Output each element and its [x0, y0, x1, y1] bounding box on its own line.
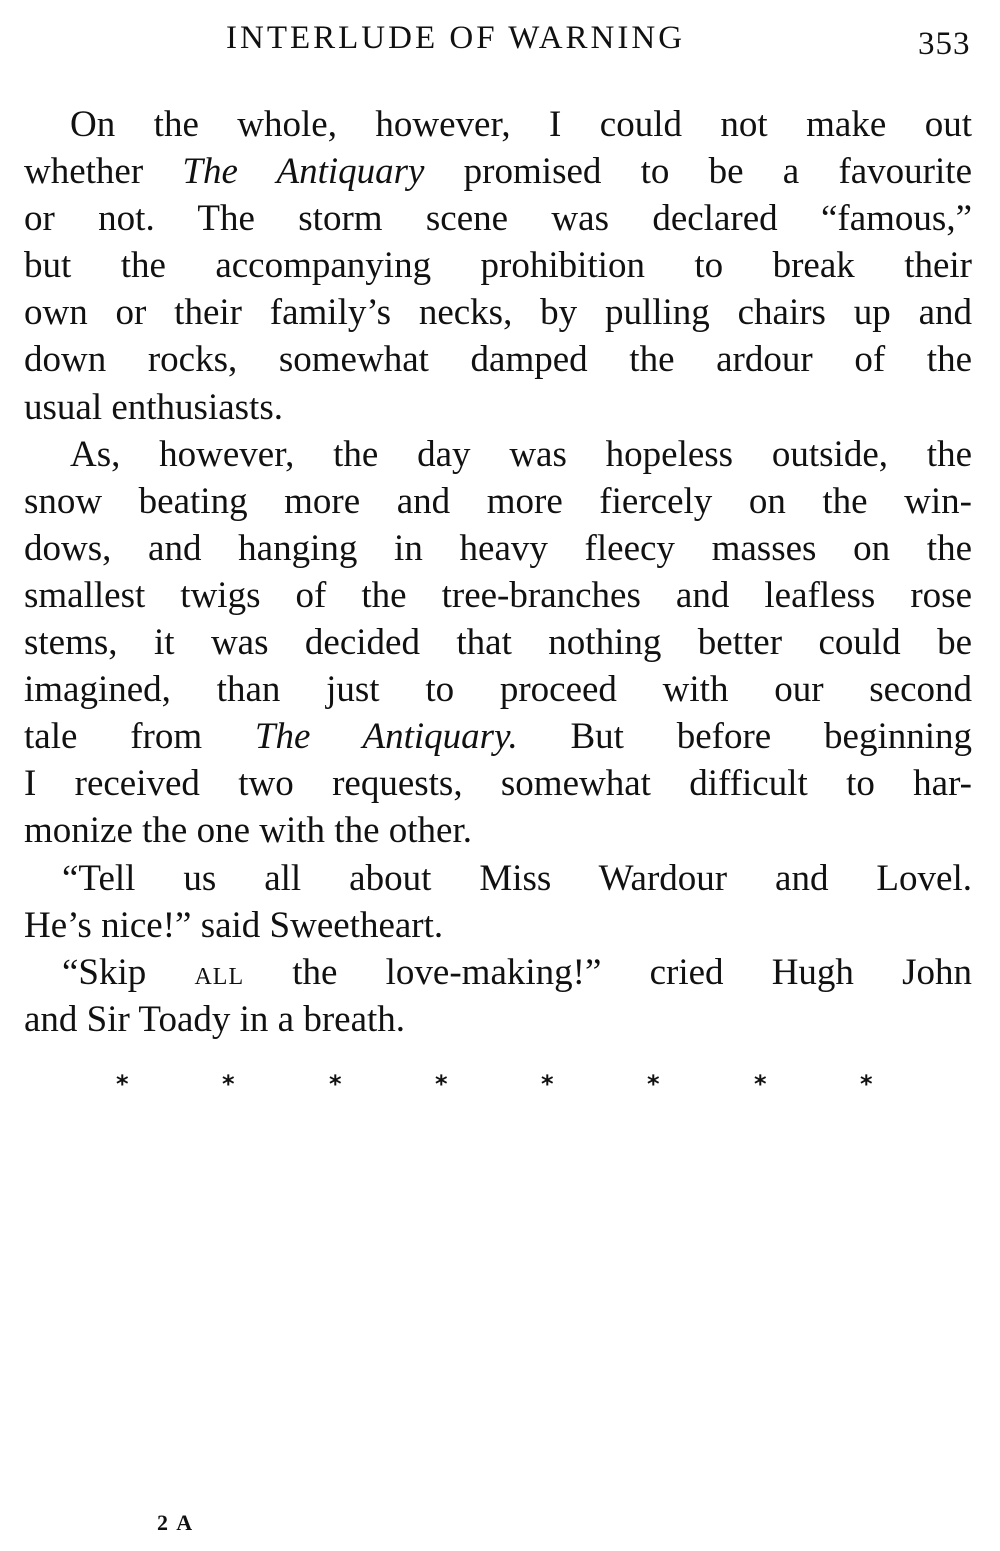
text-line: down rocks, somewhat damped the ardour of the — [24, 339, 972, 381]
body-text — [24, 101, 972, 1043]
paragraph-1 — [24, 101, 972, 431]
italic-title: The Antiquary. — [254, 716, 518, 758]
text-line: As, however, the day was hopeless outside, the — [70, 433, 972, 475]
text-line: “Tell us all about Miss Wardour and Lovel. — [62, 857, 972, 899]
text-line: dows, and hanging in heavy fleecy masses on the — [24, 527, 972, 569]
paragraph-3 — [24, 855, 972, 949]
text-line — [24, 713, 972, 760]
running-title: INTERLUDE OF WARNING — [226, 20, 686, 56]
italic-title: The Antiquary — [182, 151, 425, 193]
text-line — [24, 949, 972, 996]
text-run: whether — [24, 151, 183, 193]
paragraph-2 — [24, 431, 972, 855]
page-number: 353 — [918, 26, 971, 62]
small-caps-word: ALL — [194, 963, 245, 990]
text-line: I received two requests, somewhat difficult to har- — [24, 763, 972, 805]
text-line: snow beating more and more fiercely on the win- — [24, 480, 972, 522]
asterisk-mark: * — [647, 1070, 660, 1098]
text-line: On the whole, however, I could not make out — [70, 104, 972, 145]
text-run: tale from — [24, 716, 255, 758]
asterisk-mark: * — [754, 1070, 767, 1098]
text-line: own or their family’s necks, by pulling chairs up and — [24, 292, 972, 334]
text-line: He’s nice!” said Sweetheart. — [24, 904, 444, 946]
text-line: usual enthusiasts. — [24, 386, 283, 428]
text-line: and Sir Toady in a breath. — [24, 998, 406, 1040]
text-line: monize the one with the other. — [24, 810, 472, 852]
text-line: or not. The storm scene was declared “famous,” — [24, 198, 972, 240]
section-break — [0, 1070, 1000, 1100]
signature-mark: 2 A — [157, 1510, 195, 1535]
asterisk-mark: * — [541, 1070, 554, 1098]
paragraph-4 — [24, 949, 972, 1043]
text-line: imagined, than just to proceed with our second — [24, 669, 972, 711]
text-run: the love-making!” cried Hugh John — [244, 951, 972, 993]
running-head — [0, 20, 1000, 70]
asterisk-mark: * — [116, 1070, 129, 1098]
asterisk-mark: * — [435, 1070, 448, 1098]
asterisk-mark: * — [329, 1070, 342, 1098]
text-line: stems, it was decided that nothing better could be — [24, 622, 972, 664]
text-run: “Skip — [62, 951, 195, 993]
asterisk-mark: * — [860, 1070, 873, 1098]
text-line: smallest twigs of the tree-branches and leafless rose — [24, 574, 972, 616]
text-line — [24, 148, 972, 195]
text-line: but the accompanying prohibition to break their — [24, 245, 972, 287]
text-run: promised to be a favourite — [424, 151, 972, 193]
asterisk-mark: * — [222, 1070, 235, 1098]
text-run: But before beginning — [517, 716, 972, 758]
